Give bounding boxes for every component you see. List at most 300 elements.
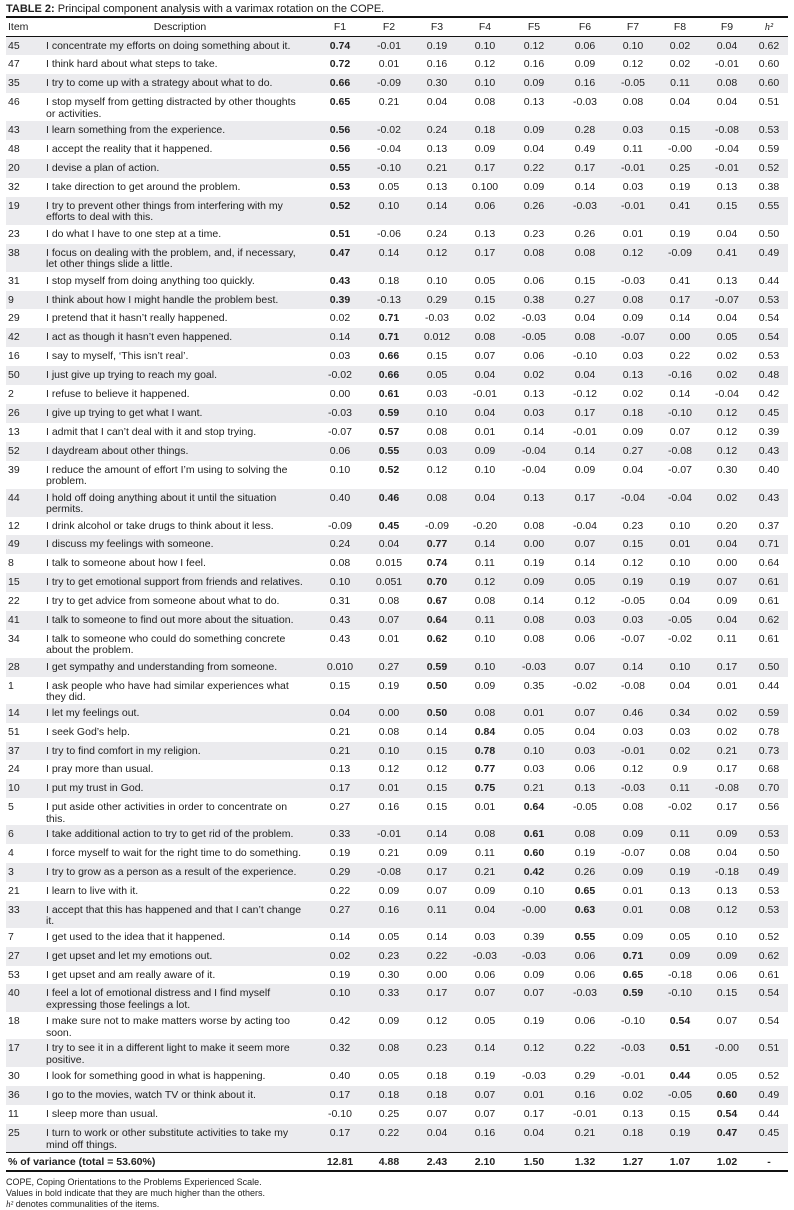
loading-f6: 0.06	[574, 632, 596, 645]
item-description: I reduce the amount of effort I’m using to solving the problem.	[46, 463, 288, 488]
communality-value: 0.52	[758, 1070, 780, 1083]
loading-f5: 0.22	[523, 161, 545, 174]
loading-f9: 0.17	[716, 763, 738, 776]
item-description: I feel a lot of emotional distress and I find myself expressing those feelings a lot.	[46, 987, 271, 1011]
loading-f7: 0.12	[622, 557, 644, 570]
loading-f1: 0.17	[329, 1127, 351, 1140]
loading-f9: 0.54	[716, 1108, 738, 1121]
item-description: I get upset and let my emotions out.	[46, 949, 213, 962]
loading-f5: -0.03	[522, 312, 546, 325]
loading-f3: 0.10	[426, 406, 448, 419]
item-number: 45	[8, 40, 20, 52]
loading-f2: -0.01	[377, 40, 401, 52]
loading-f8: 0.02	[669, 40, 691, 52]
loading-f8: -0.18	[668, 968, 692, 981]
loading-f2: -0.01	[377, 828, 401, 841]
communality-value: 0.44	[758, 679, 780, 692]
loading-f8: 0.51	[669, 1042, 691, 1055]
column-header-f9: F9	[720, 21, 734, 33]
loading-f5: 0.09	[523, 124, 545, 137]
loading-f3: 0.15	[426, 744, 448, 757]
loading-f5: 0.07	[523, 987, 545, 1000]
loading-f6: 0.06	[574, 763, 596, 776]
item-number: 41	[8, 613, 20, 626]
item-number: 2	[8, 387, 14, 400]
table-row	[6, 844, 788, 863]
loading-f6: 0.03	[574, 613, 596, 626]
loading-f7: 0.03	[622, 180, 644, 193]
loading-f8: 0.9	[672, 763, 688, 776]
table-row	[6, 1039, 788, 1067]
note-bold: Values in bold indicate that they are much higher than the others.	[6, 1188, 265, 1199]
item-number: 51	[8, 725, 20, 738]
loading-f4: 0.08	[474, 828, 496, 841]
loading-f3: 0.14	[426, 828, 448, 841]
item-number: 27	[8, 949, 20, 962]
communality-value: 0.73	[758, 744, 780, 757]
loading-f7: 0.03	[622, 725, 644, 738]
item-number: 3	[8, 866, 14, 878]
loading-f3: 0.08	[426, 491, 448, 504]
loading-f8: 0.10	[669, 519, 691, 532]
loading-f1: 0.00	[329, 387, 351, 400]
loading-f9: 0.04	[716, 96, 738, 109]
item-description: I concentrate my efforts on doing something about it.	[46, 40, 291, 52]
item-description: I talk to someone who could do something concrete about the problem.	[46, 632, 286, 657]
variance-f6: 1.32	[574, 1155, 596, 1168]
item-number: 19	[8, 199, 20, 212]
table-row	[6, 825, 788, 844]
loading-f7: 0.10	[622, 40, 644, 52]
loading-f3: 0.74	[426, 557, 448, 570]
table-row	[6, 244, 788, 272]
loading-f1: 0.14	[329, 331, 351, 344]
loading-f7: 0.71	[622, 949, 644, 962]
loading-f5: 0.23	[523, 227, 545, 240]
loading-f4: 0.07	[474, 1108, 496, 1121]
loading-f1: -0.03	[328, 406, 352, 419]
loading-f5: 0.08	[523, 613, 545, 626]
item-description: I give up trying to get what I want.	[46, 406, 203, 419]
item-number: 28	[8, 660, 20, 673]
communality-value: 0.51	[758, 96, 780, 109]
loading-f1: 0.17	[329, 1089, 351, 1102]
table-row	[6, 779, 788, 798]
loading-f7: 0.01	[622, 903, 644, 916]
loading-f7: 0.03	[622, 124, 644, 137]
loading-f2: -0.02	[377, 124, 401, 137]
item-number: 40	[8, 987, 20, 1000]
communality-value: 0.49	[758, 246, 780, 259]
loading-f5: -0.04	[522, 463, 546, 476]
table-row	[6, 291, 788, 310]
column-header-h2: h²	[764, 21, 774, 33]
loading-f4: 0.08	[474, 96, 496, 109]
loading-f5: -0.03	[522, 660, 546, 673]
loading-f9: 0.04	[716, 613, 738, 626]
loading-f8: 0.03	[669, 725, 691, 738]
item-number: 30	[8, 1070, 20, 1083]
loading-f7: 0.03	[622, 613, 644, 626]
loading-f6: -0.03	[573, 199, 597, 212]
loading-f9: 0.05	[716, 1070, 738, 1083]
table-row	[6, 1067, 788, 1086]
loading-f7: 0.27	[622, 444, 644, 457]
loading-f3: 0.50	[426, 679, 448, 692]
loading-f3: 0.03	[426, 387, 448, 400]
loading-f7: -0.07	[621, 847, 645, 860]
loading-f8: -0.05	[668, 613, 692, 626]
communality-value: 0.45	[758, 406, 780, 419]
loading-f2: -0.13	[377, 293, 401, 306]
loading-f5: 0.01	[523, 1089, 545, 1102]
loading-f7: -0.03	[621, 274, 645, 287]
communality-value: 0.53	[758, 350, 780, 363]
loading-f4: 0.09	[474, 884, 496, 897]
item-number: 7	[8, 930, 14, 943]
loading-f5: -0.03	[522, 949, 546, 962]
loading-f1: 0.39	[329, 293, 351, 306]
column-header-f6: F6	[578, 21, 592, 33]
table-row	[6, 442, 788, 461]
loading-f2: 0.66	[378, 369, 400, 382]
loading-f6: 0.17	[574, 491, 596, 504]
loading-f2: 0.10	[378, 744, 400, 757]
item-number: 31	[8, 274, 20, 287]
loading-f3: 0.07	[426, 884, 448, 897]
item-description: I try to prevent other things from interfering with my efforts to deal with this.	[46, 199, 283, 224]
loading-f5: 0.02	[523, 369, 545, 382]
table-row	[6, 121, 788, 140]
loading-f8: -0.10	[668, 987, 692, 1000]
loading-f6: -0.12	[573, 387, 597, 400]
loading-f1: 0.13	[329, 763, 351, 776]
loading-f7: 0.09	[622, 866, 644, 878]
communality-value: 0.53	[758, 884, 780, 897]
item-description: I talk to someone about how I feel.	[46, 557, 206, 570]
loading-f3: 0.12	[426, 463, 448, 476]
loading-f2: 0.55	[378, 444, 400, 457]
loading-f2: -0.09	[377, 77, 401, 90]
item-number: 43	[8, 124, 20, 137]
loading-f5: -0.03	[522, 1070, 546, 1083]
loading-f9: -0.04	[715, 143, 739, 156]
table-row	[6, 863, 788, 882]
table-row	[6, 328, 788, 347]
loading-f1: 0.72	[329, 58, 351, 71]
loading-f7: 0.18	[622, 1127, 644, 1140]
loading-f8: 0.19	[669, 866, 691, 878]
loading-f3: 0.15	[426, 350, 448, 363]
loading-f6: 0.08	[574, 828, 596, 841]
loading-f7: -0.05	[621, 595, 645, 608]
loading-f6: 0.04	[574, 369, 596, 382]
column-header-f2: F2	[382, 21, 396, 33]
item-number: 53	[8, 968, 20, 981]
loading-f5: 0.21	[523, 782, 545, 795]
loading-f3: 0.50	[426, 706, 448, 719]
table-row	[6, 74, 788, 93]
loading-f9: 0.15	[716, 987, 738, 1000]
loading-f8: 0.25	[669, 161, 691, 174]
loading-f1: 0.33	[329, 828, 351, 841]
loading-f8: 0.19	[669, 576, 691, 589]
loading-f5: 0.39	[523, 930, 545, 943]
loading-f9: -0.08	[715, 782, 739, 795]
loading-f4: 0.11	[475, 557, 495, 570]
loading-f8: 0.02	[669, 58, 691, 71]
table-row	[6, 140, 788, 159]
loading-f6: 0.07	[574, 660, 596, 673]
loading-f7: -0.08	[621, 679, 645, 692]
item-description: I get sympathy and understanding from someone.	[46, 660, 278, 673]
loading-f6: 0.06	[574, 949, 596, 962]
item-number: 42	[8, 331, 20, 344]
loading-f2: 0.08	[378, 1042, 400, 1055]
item-number: 32	[8, 180, 20, 193]
loading-f8: 0.08	[669, 903, 691, 916]
loading-f2: -0.08	[377, 866, 401, 878]
loading-f2: 0.015	[375, 557, 403, 570]
loading-f1: 0.56	[329, 143, 351, 156]
loading-f6: 0.06	[574, 968, 596, 981]
loading-f8: 0.11	[670, 828, 690, 841]
table-caption-text: Principal component analysis with a varimax rotation on the COPE.	[54, 3, 385, 15]
loading-f3: -0.09	[425, 519, 449, 532]
table-row	[6, 461, 788, 489]
item-number: 13	[8, 425, 20, 438]
communality-value: 0.59	[758, 143, 780, 156]
loading-f5: 0.60	[523, 847, 545, 860]
item-description: I think about how I might handle the problem best.	[46, 293, 279, 306]
loading-f6: 0.27	[574, 293, 596, 306]
communality-value: 0.54	[758, 987, 780, 1000]
loading-f4: -0.03	[473, 949, 497, 962]
loading-f1: -0.07	[328, 425, 352, 438]
loading-f4: 0.84	[474, 725, 496, 738]
item-description: I learn to live with it.	[46, 884, 139, 897]
loading-f3: 0.22	[426, 949, 448, 962]
loading-f8: 0.04	[669, 679, 691, 692]
item-number: 39	[8, 463, 20, 476]
loading-f1: 0.21	[329, 744, 351, 757]
item-number: 37	[8, 744, 20, 757]
table-row	[6, 37, 788, 56]
loading-f8: -0.10	[668, 406, 692, 419]
column-header-description: Description	[153, 21, 207, 33]
table-row	[6, 1086, 788, 1105]
loading-f3: 0.14	[426, 930, 448, 943]
table-row	[6, 366, 788, 385]
loading-f4: 0.100	[471, 180, 499, 193]
loading-f6: 0.15	[574, 274, 596, 287]
loading-f4: 0.08	[474, 331, 496, 344]
loading-f9: 0.07	[716, 1015, 738, 1028]
item-description: I try to see it in a different light to make it seem more positive.	[46, 1042, 290, 1066]
loading-f4: 0.18	[474, 124, 496, 137]
loading-f2: 0.08	[378, 725, 400, 738]
loading-f7: 0.02	[622, 1089, 644, 1102]
loading-f4: 0.04	[474, 903, 496, 916]
loading-f3: 0.00	[426, 968, 448, 981]
loading-f9: 0.04	[716, 40, 738, 52]
loading-f1: 0.43	[329, 632, 351, 645]
loading-f2: 0.18	[378, 1089, 400, 1102]
loading-f3: 0.12	[426, 763, 448, 776]
item-number: 48	[8, 143, 20, 156]
loading-f6: -0.03	[573, 96, 597, 109]
item-number: 20	[8, 161, 20, 174]
loading-f2: -0.06	[377, 227, 401, 240]
item-description: I put my trust in God.	[46, 782, 144, 795]
loading-f2: 0.33	[378, 987, 400, 1000]
loading-f5: 0.09	[523, 968, 545, 981]
loading-f4: 0.19	[474, 1070, 496, 1083]
item-description: I look for something good in what is happening.	[46, 1070, 266, 1083]
loading-f4: 0.06	[474, 968, 496, 981]
loading-f8: -0.07	[668, 463, 692, 476]
loading-f3: 0.14	[426, 199, 448, 212]
item-number: 38	[8, 246, 20, 259]
loading-f7: 0.12	[622, 58, 644, 71]
communality-value: 0.54	[758, 331, 780, 344]
communality-value: 0.61	[758, 595, 780, 608]
loading-f4: 0.06	[474, 199, 496, 212]
loading-f2: 0.05	[378, 1070, 400, 1083]
variance-f2: 4.88	[378, 1155, 400, 1168]
loading-f7: 0.09	[622, 425, 644, 438]
item-number: 36	[8, 1089, 20, 1102]
loading-f9: 0.12	[716, 406, 738, 419]
loading-f4: 0.05	[474, 1015, 496, 1028]
loading-f5: 0.10	[523, 744, 545, 757]
loading-f6: -0.02	[573, 679, 597, 692]
pca-loadings-table	[6, 16, 788, 1172]
loading-f4: 0.04	[474, 369, 496, 382]
loading-f4: 0.14	[474, 538, 496, 551]
loading-f9: -0.08	[715, 124, 739, 137]
item-description: I act as though it hasn’t even happened.	[46, 331, 233, 344]
loading-f6: 0.14	[574, 444, 596, 457]
loading-f9: 0.01	[716, 679, 738, 692]
item-number: 52	[8, 444, 20, 457]
item-description: I say to myself, ‘This isn’t real’.	[46, 350, 189, 363]
loading-f8: 0.10	[669, 660, 691, 673]
loading-f7: 0.65	[622, 968, 644, 981]
loading-f5: 0.61	[523, 828, 545, 841]
loading-f3: 0.17	[426, 987, 448, 1000]
loading-f8: -0.09	[668, 246, 692, 259]
loading-f5: 0.64	[523, 801, 545, 814]
item-number: 5	[8, 801, 14, 814]
communality-value: 0.56	[758, 801, 780, 814]
loading-f2: 0.16	[378, 801, 400, 814]
item-number: 16	[8, 350, 20, 363]
table-row	[6, 704, 788, 723]
loading-f1: 0.19	[329, 847, 351, 860]
loading-f3: 0.15	[426, 801, 448, 814]
item-description: I discuss my feelings with someone.	[46, 538, 214, 551]
loading-f2: 0.09	[378, 1015, 400, 1028]
table-row	[6, 423, 788, 442]
loading-f7: 0.01	[622, 227, 644, 240]
communality-value: 0.61	[758, 632, 780, 645]
loading-f7: -0.03	[621, 1042, 645, 1055]
loading-f5: 0.09	[523, 180, 545, 193]
loading-f6: 0.09	[574, 58, 596, 71]
loading-f5: 0.00	[523, 538, 545, 551]
loading-f7: 0.19	[622, 576, 644, 589]
item-number: 8	[8, 557, 14, 570]
loading-f6: 0.07	[574, 706, 596, 719]
communality-value: 0.49	[758, 866, 780, 878]
loading-f1: 0.55	[329, 161, 351, 174]
loading-f7: 0.09	[622, 828, 644, 841]
loading-f7: 0.18	[622, 406, 644, 419]
loading-f2: 0.01	[378, 782, 400, 795]
loading-f7: -0.07	[621, 632, 645, 645]
loading-f9: 0.09	[716, 949, 738, 962]
loading-f1: 0.02	[329, 949, 351, 962]
loading-f3: -0.03	[425, 312, 449, 325]
loading-f6: 0.12	[574, 595, 596, 608]
loading-f2: 0.61	[378, 387, 400, 400]
loading-f6: -0.01	[573, 1108, 597, 1121]
loading-f2: 0.45	[378, 519, 400, 532]
loading-f4: 0.07	[474, 1089, 496, 1102]
table-row	[6, 385, 788, 404]
loading-f2: 0.18	[378, 274, 400, 287]
item-description: I daydream about other things.	[46, 444, 189, 457]
loading-f5: 0.03	[523, 406, 545, 419]
item-description: I make sure not to make matters worse by acting too soon.	[46, 1015, 290, 1039]
loading-f7: 0.15	[622, 538, 644, 551]
loading-f5: 0.08	[523, 632, 545, 645]
item-number: 1	[8, 679, 14, 692]
table-row	[6, 742, 788, 761]
loading-f7: 0.09	[622, 312, 644, 325]
loading-f5: 0.04	[523, 143, 545, 156]
item-number: 22	[8, 595, 20, 608]
table-row	[6, 517, 788, 536]
loading-f1: 0.04	[329, 706, 351, 719]
loading-f8: 0.15	[669, 1108, 691, 1121]
loading-f1: 0.74	[329, 40, 351, 52]
loading-f4: 0.09	[474, 679, 496, 692]
loading-f7: 0.12	[622, 246, 644, 259]
loading-f8: 0.41	[669, 274, 691, 287]
loading-f8: 0.07	[669, 425, 691, 438]
item-number: 15	[8, 576, 20, 589]
column-header-item: Item	[8, 21, 29, 33]
loading-f8: 0.04	[669, 96, 691, 109]
loading-f1: 0.53	[329, 180, 351, 193]
loading-f4: 0.15	[474, 293, 496, 306]
communality-value: 0.48	[758, 369, 780, 382]
table-row	[6, 404, 788, 423]
column-header-f1: F1	[333, 21, 347, 33]
loading-f2: 0.21	[378, 847, 400, 860]
loading-f1: 0.51	[329, 227, 351, 240]
loading-f9: 0.17	[716, 801, 738, 814]
communality-value: 0.50	[758, 660, 780, 673]
loading-f1: 0.42	[329, 1015, 351, 1028]
loading-f8: 0.19	[669, 1127, 691, 1140]
item-number: 25	[8, 1127, 20, 1140]
communality-value: 0.37	[758, 519, 780, 532]
item-number: 4	[8, 847, 14, 860]
communality-value: 0.44	[758, 274, 780, 287]
